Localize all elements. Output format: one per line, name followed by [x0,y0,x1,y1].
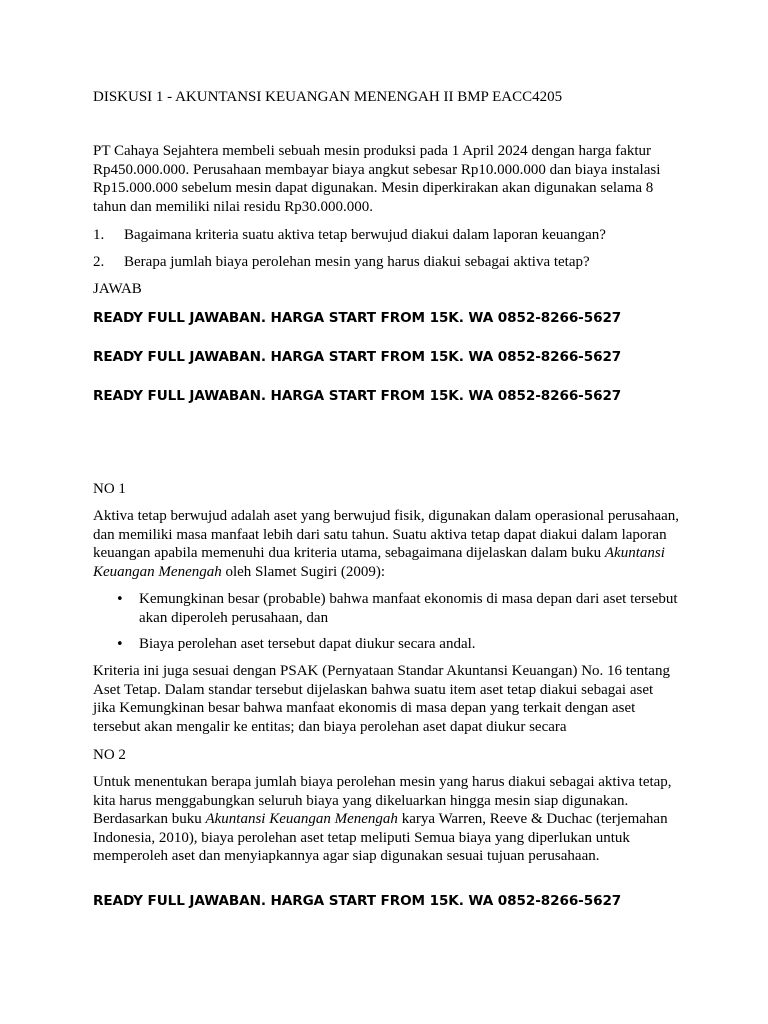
question-number: 1. [93,227,105,243]
no2-paragraph-text: Untuk menentukan berapa jumlah biaya perolehan mesin yang harus diakui sebagai aktiva tetap, kita harus menggabungkan seluruh biaya yang dikeluarkan hingga mesin siap digunakan. Berdasarkan buku [93,774,672,827]
book-title: Akuntansi Keuangan Menengah [205,811,398,827]
section-heading-no1: NO 1 [93,481,126,497]
question-number: 2. [93,254,105,270]
bullet-dot-icon: • [116,637,124,652]
bullet-dot-icon: • [116,592,124,607]
promo-banner: READY FULL JAWABAN. HARGA START FROM 15K. WA 0852-8266-5627 [93,388,622,404]
promo-banner: READY FULL JAWABAN. HARGA START FROM 15K. WA 0852-8266-5627 [93,310,622,326]
no1-paragraph-1-end: oleh Slamet Sugiri (2009): [221,563,386,580]
bullet-text: Kemungkinan besar (probable) bahwa manfaat ekonomis di masa depan dari aset tersebut akan diperoleh perusahaan, dan [139,591,678,626]
question-text: Berapa jumlah biaya perolehan mesin yang harus diakui sebagai aktiva tetap? [124,254,590,270]
bullet-text: Biaya perolehan aset tersebut dapat diukur secara andal. [139,636,476,652]
no1-paragraph-1 [93,507,683,581]
no1-paragraph-2: Kriteria ini juga sesuai dengan PSAK (Pernyataan Standar Akuntansi Keuangan) No. 16 tentang Aset Tetap. Dalam standar tersebut dijelaskan bahwa suatu item aset tetap diakui sebagai aset jika Kemungkinan besar bahwa manfaat ekonomis di masa depan yang terkait dengan aset tersebut akan mengalir ke entitas; dan biaya perolehan aset dapat diukur secara [93,663,670,735]
section-heading-no2: NO 2 [93,747,126,763]
book-title: Akuntansi Keuangan Menengah [93,545,665,580]
answer-label: JAWAB [93,281,142,297]
no2-paragraph-end: karya Warren, Reeve & Duchac (terjemahan Indonesia, 2010), biaya perolehan aset tetap meliputi Semua biaya yang diperlukan untuk memperoleh aset dan menyiapkannya agar siap digunakan sesuai tujuan perusahaan. [93,811,668,864]
document-title: DISKUSI 1 - AKUNTANSI KEUANGAN MENENGAH II BMP EACC4205 [93,89,563,105]
promo-banner: READY FULL JAWABAN. HARGA START FROM 15K. WA 0852-8266-5627 [93,893,622,909]
promo-banner: READY FULL JAWABAN. HARGA START FROM 15K. WA 0852-8266-5627 [93,349,622,365]
case-intro-paragraph: PT Cahaya Sejahtera membeli sebuah mesin produksi pada 1 April 2024 dengan harga faktur Rp450.000.000. Perusahaan membayar biaya angkut sebesar Rp10.000.000 dan biaya instalasi Rp15.000.000 sebelum mesin dapat digunakan. Mesin diperkirakan akan digunakan selama 8 tahun dan memiliki nilai residu Rp30.000.000. [93,143,661,215]
no1-paragraph-1-text: Aktiva tetap berwujud adalah aset yang berwujud fisik, digunakan dalam operasional perusahaan, dan memiliki masa manfaat lebih dari satu tahun. Suatu aktiva tetap dapat diakui dalam laporan keuangan apabila memenuhi dua kriteria utama, sebagaimana dijelaskan dalam buku [93,508,680,561]
no2-paragraph [93,773,683,866]
question-text: Bagaimana kriteria suatu aktiva tetap berwujud diakui dalam laporan keuangan? [124,227,606,243]
